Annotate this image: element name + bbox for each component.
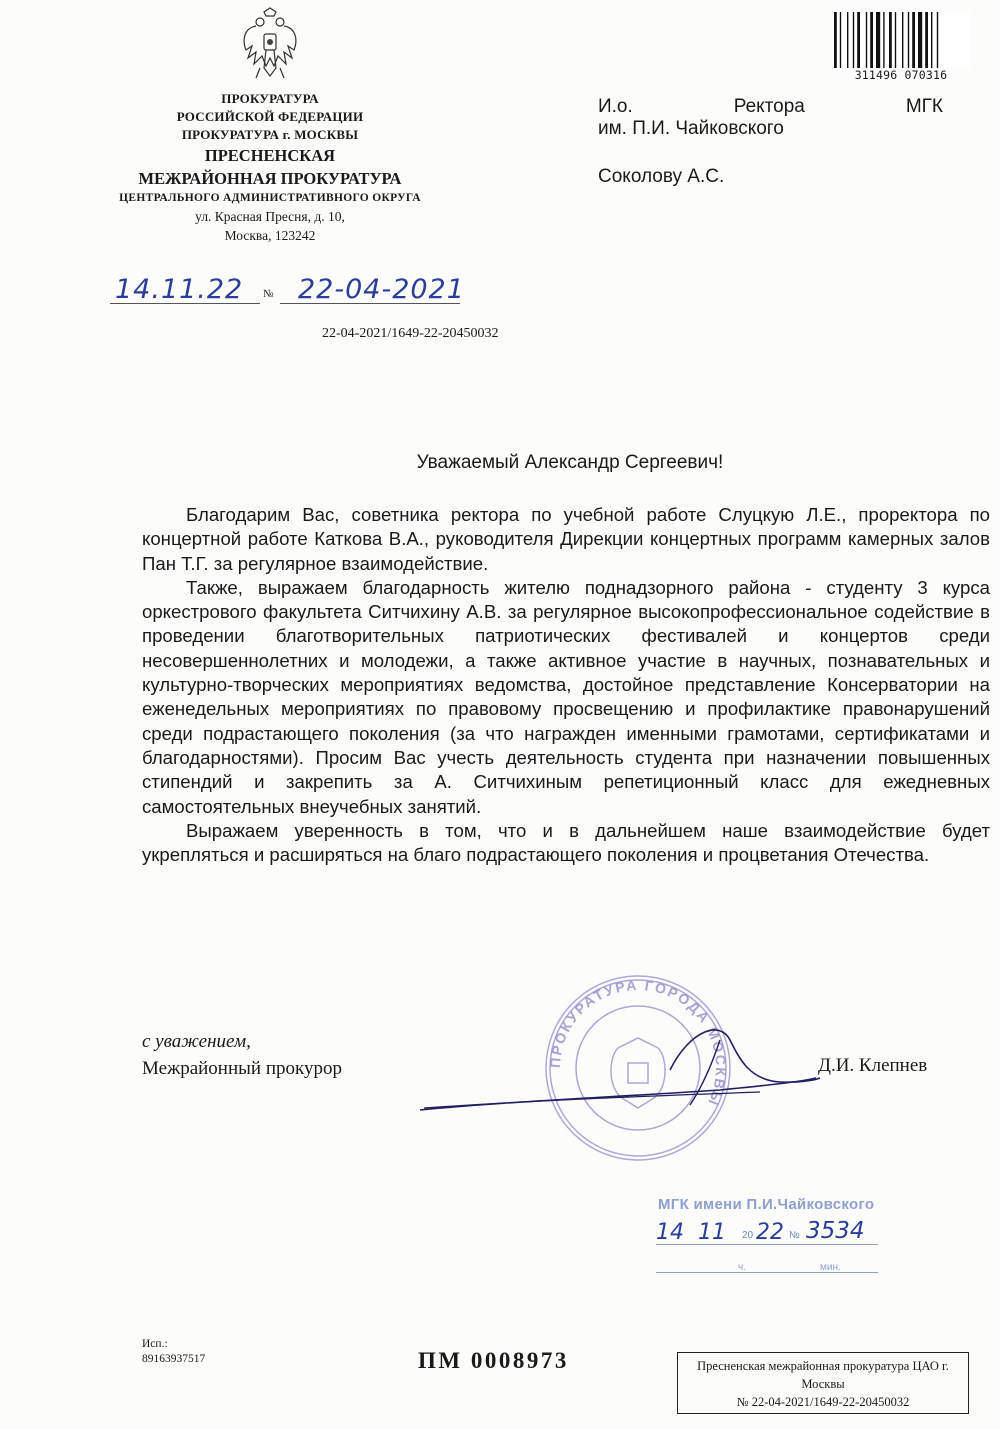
sender-line: ПРЕСНЕНСКАЯ bbox=[204, 146, 336, 165]
signer-title: Межрайонный прокурор bbox=[142, 1058, 342, 1079]
seal-text: ПРОКУРАТУРА ГОРОДА МОСКВЫ bbox=[546, 976, 730, 1110]
number-underline bbox=[280, 303, 460, 304]
recipient-name: Соколову А.С. bbox=[598, 166, 725, 187]
salutation: Уважаемый Александр Сергеевич! bbox=[416, 452, 724, 473]
letter-body bbox=[142, 503, 990, 867]
sender-address: ул. Красная Пресня, д. 10, bbox=[195, 209, 345, 224]
incoming-underline bbox=[656, 1272, 878, 1273]
form-number: ПМ 0008973 bbox=[418, 1348, 569, 1373]
outgoing-date: 14.11.22 bbox=[115, 274, 244, 305]
footer-box-line: № 22-04-2021/1649-22-20450032 bbox=[736, 1395, 910, 1409]
sender-line: ПРОКУРАТУРА bbox=[221, 91, 319, 106]
closing-phrase: с уважением, bbox=[142, 1031, 251, 1052]
coat-of-arms-icon bbox=[238, 6, 302, 86]
document-id: 22-04-2021/1649-22-20450032 bbox=[322, 326, 499, 341]
footer-box-line: Пресненская межрайонная прокуратура ЦАО г. bbox=[697, 1359, 949, 1373]
sender-line: МЕЖРАЙОННАЯ ПРОКУРАТУРА bbox=[138, 169, 402, 188]
sender-address: Москва, 123242 bbox=[224, 228, 316, 243]
recipient-block bbox=[598, 96, 943, 188]
footer-registration-box bbox=[677, 1352, 969, 1414]
barcode-icon bbox=[832, 12, 970, 68]
recipient-word: МГК bbox=[905, 96, 943, 117]
incoming-year: 22 bbox=[756, 1220, 784, 1245]
incoming-underline bbox=[656, 1244, 878, 1245]
incoming-date-day: 14 bbox=[656, 1220, 684, 1245]
sender-line: РОССИЙСКОЙ ФЕДЕРАЦИИ bbox=[176, 109, 364, 124]
incoming-number: 3534 bbox=[806, 1218, 865, 1244]
incoming-hour-label: ч. bbox=[738, 1262, 746, 1273]
incoming-year-prefix: 20 bbox=[742, 1230, 754, 1241]
recipient-line: им. П.И. Чайковского bbox=[598, 118, 784, 139]
incoming-minute-label: мин. bbox=[820, 1262, 841, 1273]
incoming-no-label: № bbox=[789, 1230, 800, 1241]
signer-name: Д.И. Клепнев bbox=[818, 1055, 928, 1076]
sender-block bbox=[70, 90, 470, 245]
incoming-stamp bbox=[656, 1196, 886, 1278]
outgoing-number: 22-04-2021 bbox=[298, 274, 465, 305]
incoming-date-month: 11 bbox=[698, 1220, 726, 1245]
handwritten-signature-icon bbox=[420, 1010, 820, 1120]
sender-line: ПРОКУРАТУРА г. МОСКВЫ bbox=[181, 127, 359, 142]
date-underline bbox=[110, 303, 260, 304]
body-paragraph: Благодарим Вас, советника ректора по учебной работе Слуцкую Л.Е., проректора по концертной работе Каткова В.А., руководителя Дирекции концертных программ камерных залов Пан Т.Г. за регулярное взаимодействие. bbox=[142, 504, 990, 574]
body-paragraph: Выражаем уверенность в том, что и в дальнейшем наше взаимодействие будет укрепляться и расширяться на благо подрастающего поколения и процветания Отечества. bbox=[142, 819, 990, 866]
footer-box-line: Москвы bbox=[801, 1377, 845, 1391]
outgoing-no-label: № bbox=[263, 288, 274, 300]
body-paragraph: Также, выражаем благодарность жителю поднадзорного района - студенту 3 курса оркестрового факультета Ситчихину А.В. за регулярное высокопрофессиональное содействие в проведении благотворительных патриотических фестивалей и концертов среди несовершеннолетних и молодежи, а также активное участие в научных, познавательных и культурно-творческих мероприятиях ведомства, достойное представление Консерватории на еженедельных мероприятиях по правовому просвещению и профилактике правонарушений среди подрастающего поколения (за что награжден именными грамотами, сертификатами и благодарностями). Просим Вас учесть деятельность студента при назначении повышенных стипендий и закрепить за А. Ситчихиным репетиционный класс для ежедневных самостоятельных внеучебных занятий. bbox=[142, 576, 990, 817]
recipient-word: И.о. bbox=[598, 96, 633, 117]
recipient-word: Ректора bbox=[733, 96, 805, 117]
sender-line: ЦЕНТРАЛЬНОГО АДМИНИСТРАТИВНОГО ОКРУГА bbox=[119, 192, 421, 204]
incoming-stamp-org: МГК имени П.И.Чайковского bbox=[658, 1196, 875, 1213]
executor-label: Исп.: bbox=[142, 1338, 168, 1350]
barcode-number: 311496 070316 bbox=[854, 68, 948, 82]
executor-info bbox=[142, 1337, 205, 1367]
executor-phone: 89163937517 bbox=[142, 1353, 206, 1365]
